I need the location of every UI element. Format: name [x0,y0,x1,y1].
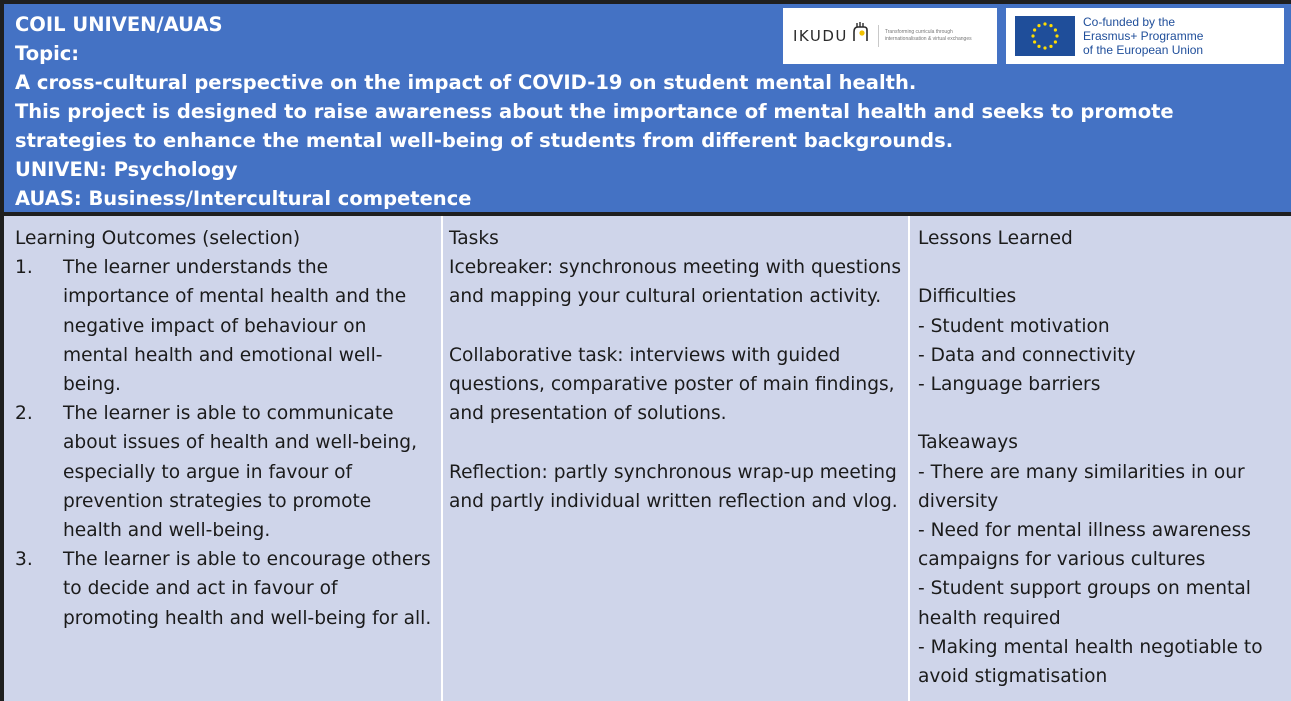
erasmus-line-1: Co-funded by the [1083,15,1176,29]
project-title: COIL UNIVEN/AUAS [15,13,223,36]
spacer [449,428,902,457]
outcome-item [15,253,435,399]
erasmus-logo [1006,8,1284,64]
tasks-column [443,216,908,701]
difficulty-item: - Student motivation [918,315,1110,337]
header-banner [4,4,1291,212]
ikudu-hand-icon [850,21,870,43]
erasmus-caption [1083,15,1203,57]
spacer [449,312,902,341]
lessons-heading: Lessons Learned [918,228,1073,249]
task-item: Icebreaker: synchronous meeting with questions and mapping your cultural orientation activity. [449,257,902,308]
outcome-text: The learner understands the importance of mental health and the negative impact of behaviour on mental health and emotional well-being. [63,257,407,396]
tasks-heading: Tasks [449,228,499,249]
difficulty-item: - Language barriers [918,374,1101,395]
takeaways-heading: Takeaways [918,432,1018,454]
task-item: Reflection: partly synchronous wrap-up meeting and partly individual written reflection and vlog. [449,461,898,512]
topic-label: Topic: [15,42,80,65]
univen-discipline: UNIVEN: Psychology [15,158,238,181]
outcome-number: 1. [15,257,33,279]
outcome-item [15,399,435,545]
spacer [918,399,1287,428]
difficulty-item: - Data and connectivity [918,344,1136,366]
spacer [918,253,1287,282]
outcome-number: 3. [15,549,33,571]
takeaway-item: - Need for mental illness awareness campaigns for various cultures [918,520,1251,571]
erasmus-line-3: of the European Union [1083,43,1204,57]
outcome-number: 2. [15,403,33,425]
ikudu-tagline: Transforming curricula through internationalisation & virtual exchanges [884,29,972,42]
topic-text: A cross-cultural perspective on the impact of COVID-19 on student mental health. [15,71,917,94]
difficulties-heading: Difficulties [918,286,1017,308]
erasmus-line-2: Erasmus+ Programme [1083,29,1204,43]
auas-discipline: AUAS: Business/Intercultural competence [15,187,472,210]
takeaway-item: - Student support groups on mental health required [918,578,1251,629]
ikudu-wordmark: IKUDU [793,27,848,45]
project-description: This project is designed to raise awareness about the importance of mental health and seeks to promote strategies to enhance the mental well-being of students from different backgrounds. [15,100,1174,152]
outcome-text: The learner is able to encourage others to decide and act in favour of promoting health and well-being for all. [63,549,432,629]
ikudu-divider [878,25,879,47]
task-item: Collaborative task: interviews with guided questions, comparative poster of main findings, and presentation of solutions. [449,344,895,425]
lessons-learned-column [910,216,1291,701]
outcome-text: The learner is able to communicate about issues of health and well-being, especially to argue in favour of prevention strategies to promote health and well-being. [63,403,418,542]
outcome-item [15,545,435,633]
takeaway-item: - Making mental health negotiable to avoid stigmatisation [918,636,1263,688]
ikudu-logo [783,8,997,64]
learning-outcomes-heading: Learning Outcomes (selection) [15,228,301,249]
takeaway-item: - There are many similarities in our diversity [918,461,1245,512]
eu-flag-icon [1015,16,1075,56]
learning-outcomes-column [4,216,441,701]
content-table [4,216,1291,701]
